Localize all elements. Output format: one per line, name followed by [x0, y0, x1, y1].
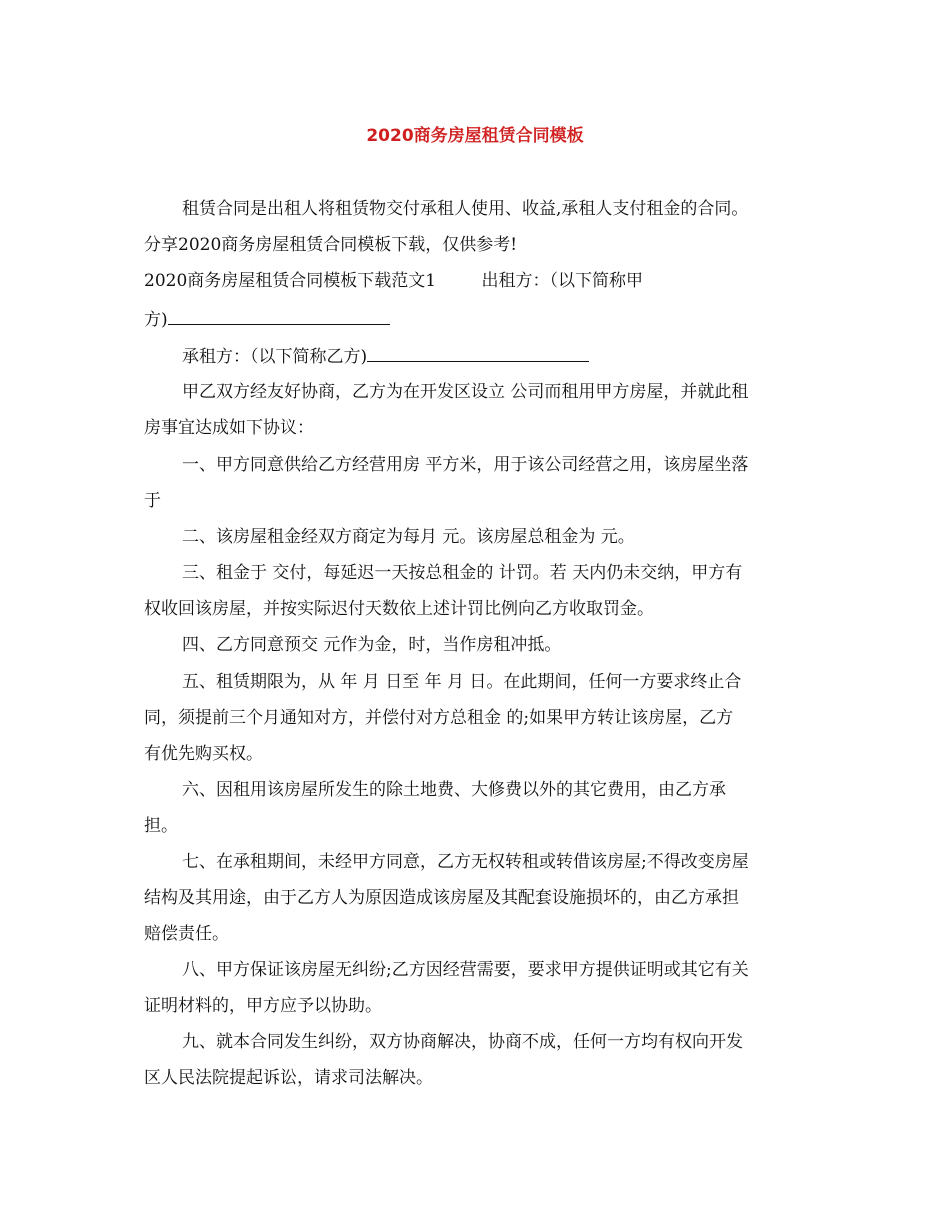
clause-7-line-1: 七、在承租期间，未经甲方同意，乙方无权转租或转借该房屋;不得改变房屋 — [182, 852, 749, 872]
lessee-label: 承租方：（以下简称乙方) — [182, 347, 368, 367]
lessor-line — [144, 306, 390, 332]
clause-8-line-1: 八、甲方保证该房屋无纠纷;乙方因经营需要，要求甲方提供证明或其它有关 — [182, 960, 749, 980]
sample-heading — [144, 269, 643, 293]
lessor-label-cont: 方) — [144, 310, 168, 330]
clause-5-line-3: 有优先购买权。 — [144, 744, 263, 764]
lessor-blank — [168, 306, 390, 325]
clause-1-line-1: 一、甲方同意供给乙方经营用房 平方米，用于该公司经营之用，该房屋坐落 — [182, 455, 749, 475]
clause-3-line-2: 权收回该房屋，并按实际迟付天数依上述计罚比例向乙方收取罚金。 — [144, 599, 654, 619]
lessee-blank — [367, 343, 589, 362]
clause-9-line-1: 九、就本合同发生纠纷，双方协商解决，协商不成，任何一方均有权向开发 — [182, 1032, 743, 1052]
clause-9-line-2: 区人民法院提起诉讼，请求司法解决。 — [144, 1068, 433, 1088]
clause-7-line-3: 赔偿责任。 — [144, 924, 229, 944]
clause-2-line-1: 二、该房屋租金经双方商定为每月 元。该房屋总租金为 元。 — [182, 527, 635, 547]
clause-5-line-1: 五、租赁期限为，从 年 月 日至 年 月 日。在此期间，任何一方要求终止合 — [182, 672, 742, 692]
clause-8-line-2: 证明材料的，甲方应予以协助。 — [144, 996, 382, 1016]
lessor-label: 出租方：（以下简称甲 — [481, 271, 643, 291]
document-title: 2020商务房屋租赁合同模板 — [366, 126, 584, 146]
intro-line-1: 租赁合同是出租人将租赁物交付承租人使用、收益,承租人支付租金的合同。 — [182, 199, 749, 219]
lessee-line — [182, 343, 589, 369]
sample-heading-title: 2020商务房屋租赁合同模板下载范文1 — [144, 271, 437, 291]
clause-4-line-1: 四、乙方同意预交 元作为金，时，当作房租冲抵。 — [182, 635, 562, 655]
clause-1-line-2: 于 — [144, 491, 161, 511]
clause-6-line-2: 担。 — [144, 816, 178, 836]
clause-7-line-2: 结构及其用途，由于乙方人为原因造成该房屋及其配套设施损坏的，由乙方承担 — [144, 888, 739, 908]
clause-6-line-1: 六、因租用该房屋所发生的除土地费、大修费以外的其它费用，由乙方承 — [182, 780, 726, 800]
clause-3-line-1: 三、租金于 交付，每延迟一天按总租金的 计罚。若 天内仍未交纳，甲方有 — [182, 563, 743, 583]
intro-line-2: 分享2020商务房屋租赁合同模板下载，仅供参考! — [144, 235, 518, 255]
preamble-line-1: 甲乙双方经友好协商，乙方为在开发区设立 公司而租用甲方房屋，并就此租 — [182, 382, 749, 402]
preamble-line-2: 房事宜达成如下协议： — [144, 418, 314, 438]
clause-5-line-2: 同，须提前三个月通知对方，并偿付对方总租金 的;如果甲方转让该房屋，乙方 — [144, 708, 734, 728]
